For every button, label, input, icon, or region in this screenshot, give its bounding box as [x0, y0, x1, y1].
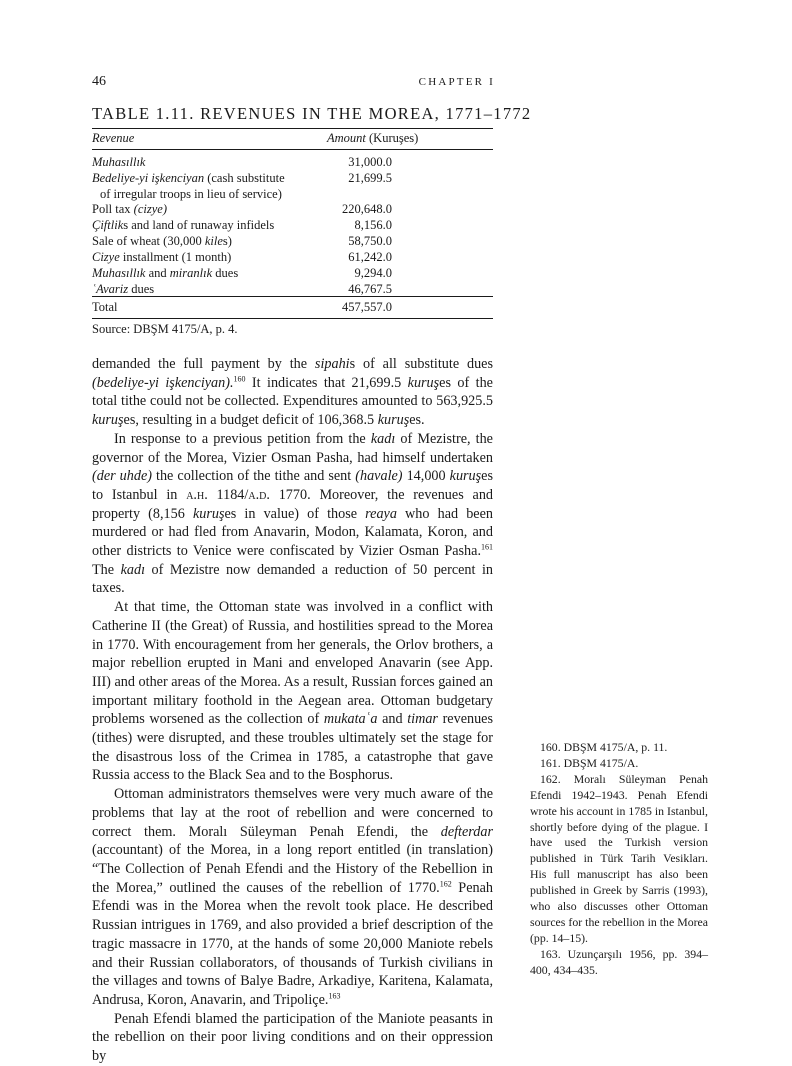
table-row: Cizye installment (1 month) 61,242.0: [92, 250, 392, 264]
column-header-revenue: Revenue: [92, 131, 135, 145]
table-bottom-rule: [92, 318, 493, 319]
paragraph-1: demanded the full payment by the sipahis of all substitute dues (bedeliye-yi işkenciyan).$^{160}$ It indicates that 21,699.5 kuruşes of the total tithe could not be collected. Expenditures amounted to 563,925.5 kuruşes, resulting in a budget deficit of 106,368.5 kuruşes.: [92, 356, 493, 429]
table-cell-amount: 8,156.0: [354, 218, 392, 232]
table-cell-amount: 220,648.0: [342, 202, 392, 216]
table-row: Çiftliks and land of runaway infidels 8,156.0: [92, 218, 392, 232]
paragraph-5: Penah Efendi blamed the participation of the Maniote peasants in the rebellion on their poor living conditions and on their oppression by: [92, 1010, 493, 1065]
table-header-rule: [92, 149, 493, 150]
table-cell-amount: 21,699.5: [348, 171, 392, 185]
footnote-ref-162: 162: [439, 878, 452, 888]
table-top-rule: [92, 128, 493, 129]
table-row: Muhasıllık and miranlık dues 9,294.0: [92, 266, 392, 280]
page-number: 46: [92, 74, 106, 89]
column-header-amount-unit: (Kuruşes): [365, 131, 419, 145]
footnote-160: 160. DBŞM 4175/A, p. 11.: [540, 740, 668, 754]
footnote-162: 162. Moralı Süleyman Penah Efendi 1942–1943. Penah Efendi wrote his account in 1785 in Istanbul, shortly before dying of the plague. I have used the Turkish version published in Türk Tarih Vesikları. His full manuscript has also been published in Greek by Sarris (1993), who also discusses other Ottoman sources for the rebellion in the Morea (pp. 14–15).: [530, 771, 708, 945]
footnote-ref-163: 163: [328, 991, 341, 1001]
table-source-note: Source: DBŞM 4175/A, p. 4.: [92, 322, 238, 336]
table-row: Muhasıllık 31,000.0: [92, 155, 392, 169]
table-total-value: 457,557.0: [342, 300, 392, 314]
table-cell-amount: 46,767.5: [348, 282, 392, 296]
table-cell-amount: 61,242.0: [348, 250, 392, 264]
body-text: [92, 355, 493, 1066]
table-total-rule: [92, 296, 493, 297]
column-header-amount: [327, 131, 418, 146]
table-row: Bedeliye-yi işkenciyan (cash substitute of irregular troops in lieu of service) 21,699.5: [92, 171, 392, 202]
footnote-161: 161. DBŞM 4175/A.: [540, 755, 639, 770]
table-cell-amount: 9,294.0: [354, 266, 392, 280]
running-head: CHAPTER I: [418, 76, 495, 88]
paragraph-2: In response to a previous petition from the kadı of Mezistre, the governor of the Morea, Vizier Osman Pasha, had himself undertaken (der uhde) the collection of the tithe and sent (havale) 14,000 kuruşes to Istanbul in a.h. 1184/a.d. 1770. Moreover, the revenues and property (8,156 kuruşes in value) of those reaya who had been murdered or had fled from Anavarin, Modon, Kalamata, Koron, and other districts to Venice were confiscated by Vizier Osman Pasha.$^{161}$ The kadı of Mezistre now demanded a reduction of 50 percent in taxes.: [92, 430, 494, 597]
table-cell-amount: 58,750.0: [348, 234, 392, 248]
table-row: Sale of wheat (30,000 kiles) 58,750.0: [92, 234, 392, 248]
table-total-row: [92, 299, 392, 315]
table-title: TABLE 1.11. REVENUES IN THE MOREA, 1771–1772: [92, 104, 532, 123]
footnote-ref-160: 160: [233, 373, 246, 383]
paragraph-4: Ottoman administrators themselves were very much aware of the problems that lay at the root of rebellion and were concerned to correct them. Moralı Süleyman Penah Efendi, the defterdar (accountant) of the Morea, in a long report entitled (in translation) “The Collection of Penah Efendi and the History of the Rebellion in the Morea,” outlined the causes of the rebellion of 1770.$^{162}$ Penah Efendi was in the Morea when the revolt took place. He described Russian intrigues in 1769, and also provided a brief description of the tragic massacre in 1770, at the hands of some 20,000 Maniote rebels and their Russian collaborators, of thousands of Turkish civilians in the villages and towns of Balye Badre, Arkadiye, Karitena, Kalamata, Andrusa, Koron, Anavarin, and Tripoliçe.$^{163}$: [92, 786, 493, 1008]
table-row: ʿAvariz dues 46,767.5: [92, 282, 392, 296]
footnote-ref-161: 161: [481, 542, 493, 552]
footnote-163: 163. Uzunçarşılı 1956, pp. 394–400, 434–435.: [530, 946, 708, 977]
table-cell-amount: 31,000.0: [348, 155, 392, 169]
table-row: Poll tax (cizye) 220,648.0: [92, 202, 392, 216]
paragraph-3: At that time, the Ottoman state was involved in a conflict with Catherine II (the Great) of Russia, and hostilities spread to the Morea in 1770. With encouragement from her generals, the Orlov brothers, a major rebellion erupted in Mani and enveloped Anavarin (see App. III) and other areas of the Morea. As a result, Russian forces gained an important military foothold in the Aegean area. Ottoman budgetary problems worsened as the collection of mukataʿa and timar revenues (tithes) were disrupted, and these troubles ultimately set the stage for the disastrous loss of the Crimea in 1785, a catastrophe that gave Russia access to the Black Sea and to the Bosphorus.: [92, 599, 493, 784]
column-header-amount-italic: Amount: [327, 131, 366, 145]
table-total-label: Total: [92, 300, 118, 314]
footnotes: [530, 740, 708, 979]
